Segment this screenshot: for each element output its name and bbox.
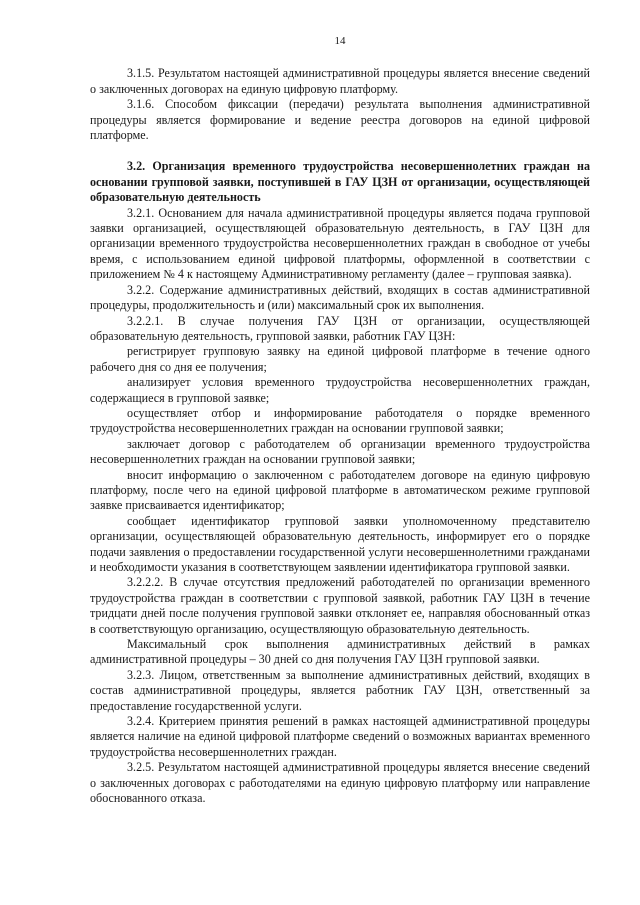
document-page <box>90 34 590 807</box>
paragraph: 3.2.5. Результатом настоящей административной процедуры является внесение сведений о заключенных договорах с работодателями на единую цифровую платформу или направление обоснованного отказа. <box>90 760 590 806</box>
document-body <box>90 66 590 806</box>
paragraph: анализирует условия временного трудоустройства несовершеннолетних граждан, содержащиеся в групповой заявке; <box>90 375 590 405</box>
section-heading: 3.2. Организация временного трудоустройства несовершеннолетних граждан на основании групповой заявки, поступившей в ГАУ ЦЗН от организации, осуществляющей образовательную деятельность <box>90 159 590 205</box>
paragraph: 3.1.5. Результатом настоящей административной процедуры является внесение сведений о заключенных договорах на единую цифровую платформу. <box>90 66 590 96</box>
paragraph: 3.2.2.2. В случае отсутствия предложений работодателей по организации временного трудоустройства граждан в соответствии с групповой заявкой, работник ГАУ ЦЗН в течение тридцати дней после получения групповой заявки отклоняет ее, направляя обоснованный отказ в соответствующую организацию, осуществляющую образовательную деятельность. <box>90 575 590 636</box>
paragraph: 3.2.1. Основанием для начала административной процедуры является подача групповой заявки организацией, осуществляющей образовательную деятельность, в ГАУ ЦЗН для организации временного трудоустройства несовершеннолетних граждан в свободное от учебы время, с использованием единой цифровой платформы, оформленной в соответствии с приложением № 4 к настоящему Административному регламенту (далее – групповая заявка). <box>90 205 590 282</box>
paragraph: 3.2.4. Критерием принятия решений в рамках настоящей административной процедуры является наличие на единой цифровой платформе сведений о возможных вариантах временного трудоустройства несовершеннолетних граждан. <box>90 714 590 759</box>
page-number: 14 <box>334 35 346 47</box>
paragraph: сообщает идентификатор групповой заявки уполномоченному представителю организации, осуществляющей образовательную деятельность, информирует его о порядке подачи заявления о предоставлении государственной услуги несовершеннолетними гражданами и необходимости указания в соответствующем заявлении идентификатора групповой заявки. <box>90 513 590 574</box>
paragraph: заключает договор с работодателем об организации временного трудоустройства несовершеннолетних граждан на основании групповой заявки; <box>90 436 590 467</box>
paragraph: 3.2.2.1. В случае получения ГАУ ЦЗН от организации, осуществляющей образовательную деятельность, групповой заявки, работник ГАУ ЦЗН: <box>90 313 590 343</box>
paragraph: Максимальный срок выполнения административных действий в рамках административной процедуры – 30 дней со дня получения ГАУ ЦЗН групповой заявки. <box>90 637 590 667</box>
paragraph: вносит информацию о заключенном с работодателем договоре на единую цифровую платформу, после чего на единой цифровой платформе в автоматическом режиме групповой заявке присваивается идентификатор; <box>90 467 590 513</box>
paragraph: регистрирует групповую заявку на единой цифровой платформе в течение одного рабочего дня со дня ее получения; <box>90 344 590 374</box>
paragraph: 3.1.6. Способом фиксации (передачи) результата выполнения административной процедуры является формирование и ведение реестра договоров на единой цифровой платформе. <box>90 97 590 143</box>
paragraph: 3.2.2. Содержание административных действий, входящих в состав административной процедуры, продолжительность и (или) максимальный срок их выполнения. <box>90 282 590 313</box>
paragraph: осуществляет отбор и информирование работодателя о порядке временного трудоустройства несовершеннолетних граждан на основании групповой заявки; <box>90 405 590 436</box>
paragraph: 3.2.3. Лицом, ответственным за выполнение административных действий, входящих в состав административной процедуры, является работник ГАУ ЦЗН, ответственный за предоставление государственной услуги. <box>90 667 590 713</box>
